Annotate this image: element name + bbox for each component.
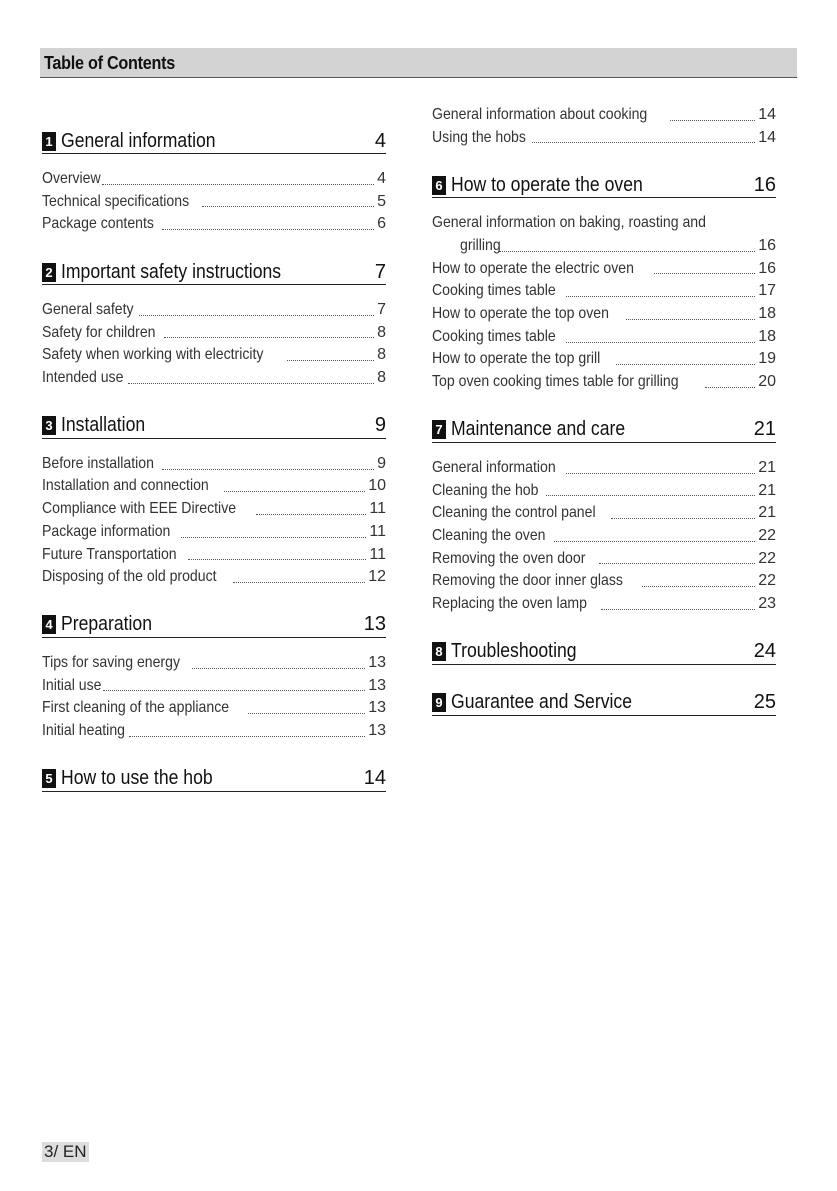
dot-leader (102, 184, 374, 185)
dot-leader (546, 495, 755, 496)
toc-entry[interactable] (432, 258, 776, 281)
entry-label: Disposing of the old product (42, 568, 217, 586)
dot-leader (566, 296, 756, 297)
entry-page-number: 6 (377, 215, 386, 233)
toc-section-heading[interactable] (432, 691, 776, 716)
dot-leader (162, 469, 374, 470)
toc-entry[interactable] (42, 453, 386, 476)
dot-leader (164, 337, 374, 338)
dot-leader (611, 518, 755, 519)
entry-page-number: 22 (758, 549, 776, 567)
entry-page-number: 8 (377, 346, 386, 364)
toc-entry[interactable] (42, 191, 386, 214)
toc-section-heading[interactable] (42, 260, 386, 285)
section-title: Important safety instructions (61, 260, 282, 283)
entry-label: Cleaning the oven (432, 526, 546, 544)
toc-entry[interactable] (42, 168, 386, 191)
section-title: Maintenance and care (451, 418, 626, 441)
entry-label: Cleaning the control panel (432, 504, 596, 522)
entry-label: Safety for children (42, 323, 156, 341)
toc-section-heading[interactable] (42, 414, 386, 439)
entry-page-number: 13 (368, 676, 386, 694)
page-footer-number: 3/ EN (44, 1142, 87, 1161)
entry-page-number: 23 (758, 594, 776, 612)
section-number-badge: 3 (42, 416, 56, 435)
entry-page-number: 12 (368, 568, 386, 586)
section-page-number: 4 (374, 129, 386, 152)
toc-entry[interactable] (432, 235, 776, 258)
entry-page-number: 11 (369, 500, 386, 518)
entry-label: General information about cooking (432, 105, 648, 123)
dot-leader (192, 668, 365, 669)
entry-page-number: 11 (369, 522, 386, 540)
page-title: Table of Contents (44, 53, 176, 73)
section-number-badge: 5 (42, 769, 56, 788)
toc-entry[interactable] (432, 480, 776, 503)
dot-leader (233, 582, 365, 583)
toc-entry[interactable] (432, 502, 776, 525)
entry-page-number: 7 (377, 301, 386, 319)
entry-label: How to operate the top oven (432, 305, 609, 323)
section-title: Installation (61, 414, 146, 437)
entry-label: Compliance with EEE Directive (42, 500, 237, 518)
dot-leader (616, 364, 755, 365)
entry-page-number: 16 (758, 259, 776, 277)
entry-label: Cooking times table (432, 282, 556, 300)
section-page-number: 14 (363, 767, 386, 790)
section-number-badge: 6 (432, 176, 446, 195)
dot-leader (162, 229, 374, 230)
section-title: Guarantee and Service (451, 691, 633, 714)
entry-label: Package information (42, 522, 171, 540)
dot-leader (532, 142, 755, 143)
section-page-number: 9 (374, 414, 386, 437)
entry-page-number: 13 (368, 721, 386, 739)
entry-page-number: 10 (368, 477, 386, 495)
entry-label: Replacing the oven lamp (432, 594, 587, 612)
entry-page-number: 8 (377, 323, 386, 341)
toc-entry[interactable] (42, 476, 386, 499)
section-number-badge: 4 (42, 615, 56, 634)
entry-label: Package contents (42, 215, 154, 233)
entry-page-number: 21 (758, 458, 776, 476)
section-page-number: 25 (753, 691, 776, 714)
toc-section-heading[interactable] (432, 640, 776, 665)
entry-label: Safety when working with electricity (42, 346, 264, 364)
section-number-badge: 9 (432, 693, 446, 712)
entry-page-number: 9 (377, 454, 386, 472)
section-page-number: 16 (753, 173, 776, 196)
entry-page-number: 5 (377, 192, 386, 210)
dot-leader (642, 586, 755, 587)
entry-label: Intended use (42, 369, 124, 387)
toc-section-heading[interactable] (432, 418, 776, 443)
section-number-badge: 1 (42, 132, 56, 151)
entry-page-number: 19 (758, 350, 776, 368)
toc-entry[interactable] (42, 521, 386, 544)
entry-label: General information (432, 458, 556, 476)
toc-section-heading[interactable] (42, 129, 386, 154)
entry-page-number: 22 (758, 526, 776, 544)
toc-entry[interactable] (42, 675, 386, 698)
dot-leader (705, 387, 755, 388)
dot-leader (601, 609, 755, 610)
dot-leader (499, 251, 755, 252)
entry-label: Technical specifications (42, 192, 190, 210)
section-title: General information (61, 129, 216, 152)
dot-leader (103, 690, 366, 691)
toc-entry[interactable] (432, 371, 776, 394)
toc-entry[interactable] (42, 652, 386, 675)
toc-column-right (432, 104, 776, 730)
section-number-badge: 8 (432, 642, 446, 661)
dot-leader (654, 273, 755, 274)
entry-label: Future Transportation (42, 545, 177, 563)
toc-entry[interactable] (432, 326, 776, 349)
entry-label: General safety (42, 301, 134, 319)
dot-leader (599, 563, 755, 564)
section-title: How to use the hob (61, 767, 213, 790)
dot-leader (128, 383, 375, 384)
toc-entry[interactable] (42, 213, 386, 236)
toc-entry[interactable] (42, 720, 386, 743)
entry-label: grilling (460, 237, 501, 255)
entry-label: Overview (42, 169, 101, 187)
toc-entry[interactable] (42, 566, 386, 589)
section-number-badge: 7 (432, 420, 446, 439)
entry-page-number: 14 (758, 105, 776, 123)
entry-page-number: 18 (758, 305, 776, 323)
entry-page-number: 14 (758, 128, 776, 146)
toc-entry[interactable] (432, 303, 776, 326)
entry-label: Before installation (42, 454, 154, 472)
entry-label: Initial heating (42, 721, 125, 739)
header-bar (40, 48, 797, 78)
dot-leader (554, 541, 755, 542)
entry-label: Cleaning the hob (432, 481, 539, 499)
toc-entry[interactable] (432, 457, 776, 480)
toc-entry-line1[interactable]: General information on baking, roasting and (432, 214, 706, 232)
dot-leader (670, 120, 756, 121)
toc-section-heading[interactable] (42, 613, 386, 638)
toc-entry[interactable] (42, 367, 386, 390)
toc-column-left (42, 104, 386, 806)
toc-entry[interactable] (432, 570, 776, 593)
entry-page-number: 13 (368, 653, 386, 671)
entry-label: Initial use (42, 676, 102, 694)
dot-leader (566, 473, 756, 474)
entry-label: First cleaning of the appliance (42, 699, 230, 717)
entry-page-number: 20 (758, 373, 776, 391)
toc-entry[interactable] (432, 525, 776, 548)
dot-leader (129, 736, 365, 737)
entry-page-number: 17 (758, 282, 776, 300)
toc-entry[interactable] (432, 280, 776, 303)
entry-label: Removing the oven door (432, 549, 586, 567)
dot-leader (248, 713, 366, 714)
section-number-badge: 2 (42, 263, 56, 282)
entry-label: Using the hobs (432, 128, 526, 146)
section-title: Preparation (61, 613, 152, 636)
entry-label: Top oven cooking times table for grilling (432, 373, 679, 391)
dot-leader (181, 537, 367, 538)
section-page-number: 7 (374, 260, 386, 283)
dot-leader (256, 514, 367, 515)
entry-label: How to operate the electric oven (432, 259, 634, 277)
dot-leader (626, 319, 755, 320)
entry-page-number: 18 (758, 327, 776, 345)
toc-entry[interactable] (42, 344, 386, 367)
toc-entry[interactable] (42, 322, 386, 345)
dot-leader (224, 491, 365, 492)
entry-page-number: 11 (369, 545, 386, 563)
entry-page-number: 8 (377, 369, 386, 387)
toc-entry[interactable] (432, 349, 776, 372)
toc-entry[interactable] (432, 593, 776, 616)
toc-entry[interactable] (42, 544, 386, 567)
toc-section-heading[interactable] (432, 173, 776, 198)
section-page-number: 21 (753, 418, 776, 441)
entry-label: Cooking times table (432, 327, 556, 345)
toc-entry[interactable] (42, 299, 386, 322)
dot-leader (287, 360, 374, 361)
entry-label: Removing the door inner glass (432, 572, 623, 590)
toc-entry[interactable] (432, 548, 776, 571)
toc-entry[interactable] (432, 127, 776, 150)
dot-leader (139, 315, 374, 316)
toc-entry[interactable] (432, 104, 776, 127)
entry-page-number: 22 (758, 572, 776, 590)
dot-leader (566, 342, 756, 343)
entry-label: Installation and connection (42, 477, 209, 495)
toc-section-heading[interactable] (42, 767, 386, 792)
section-page-number: 24 (753, 640, 776, 663)
entry-label: Tips for saving energy (42, 653, 180, 671)
toc-entry[interactable] (42, 697, 386, 720)
entry-page-number: 21 (758, 504, 776, 522)
entry-page-number: 21 (758, 481, 776, 499)
entry-page-number: 4 (377, 169, 386, 187)
entry-page-number: 13 (368, 699, 386, 717)
section-page-number: 13 (363, 613, 386, 636)
toc-entry[interactable] (42, 498, 386, 521)
dot-leader (202, 206, 374, 207)
section-title: Troubleshooting (451, 640, 577, 663)
section-title: How to operate the oven (451, 173, 643, 196)
entry-page-number: 16 (758, 237, 776, 255)
entry-label: How to operate the top grill (432, 350, 601, 368)
dot-leader (188, 559, 366, 560)
